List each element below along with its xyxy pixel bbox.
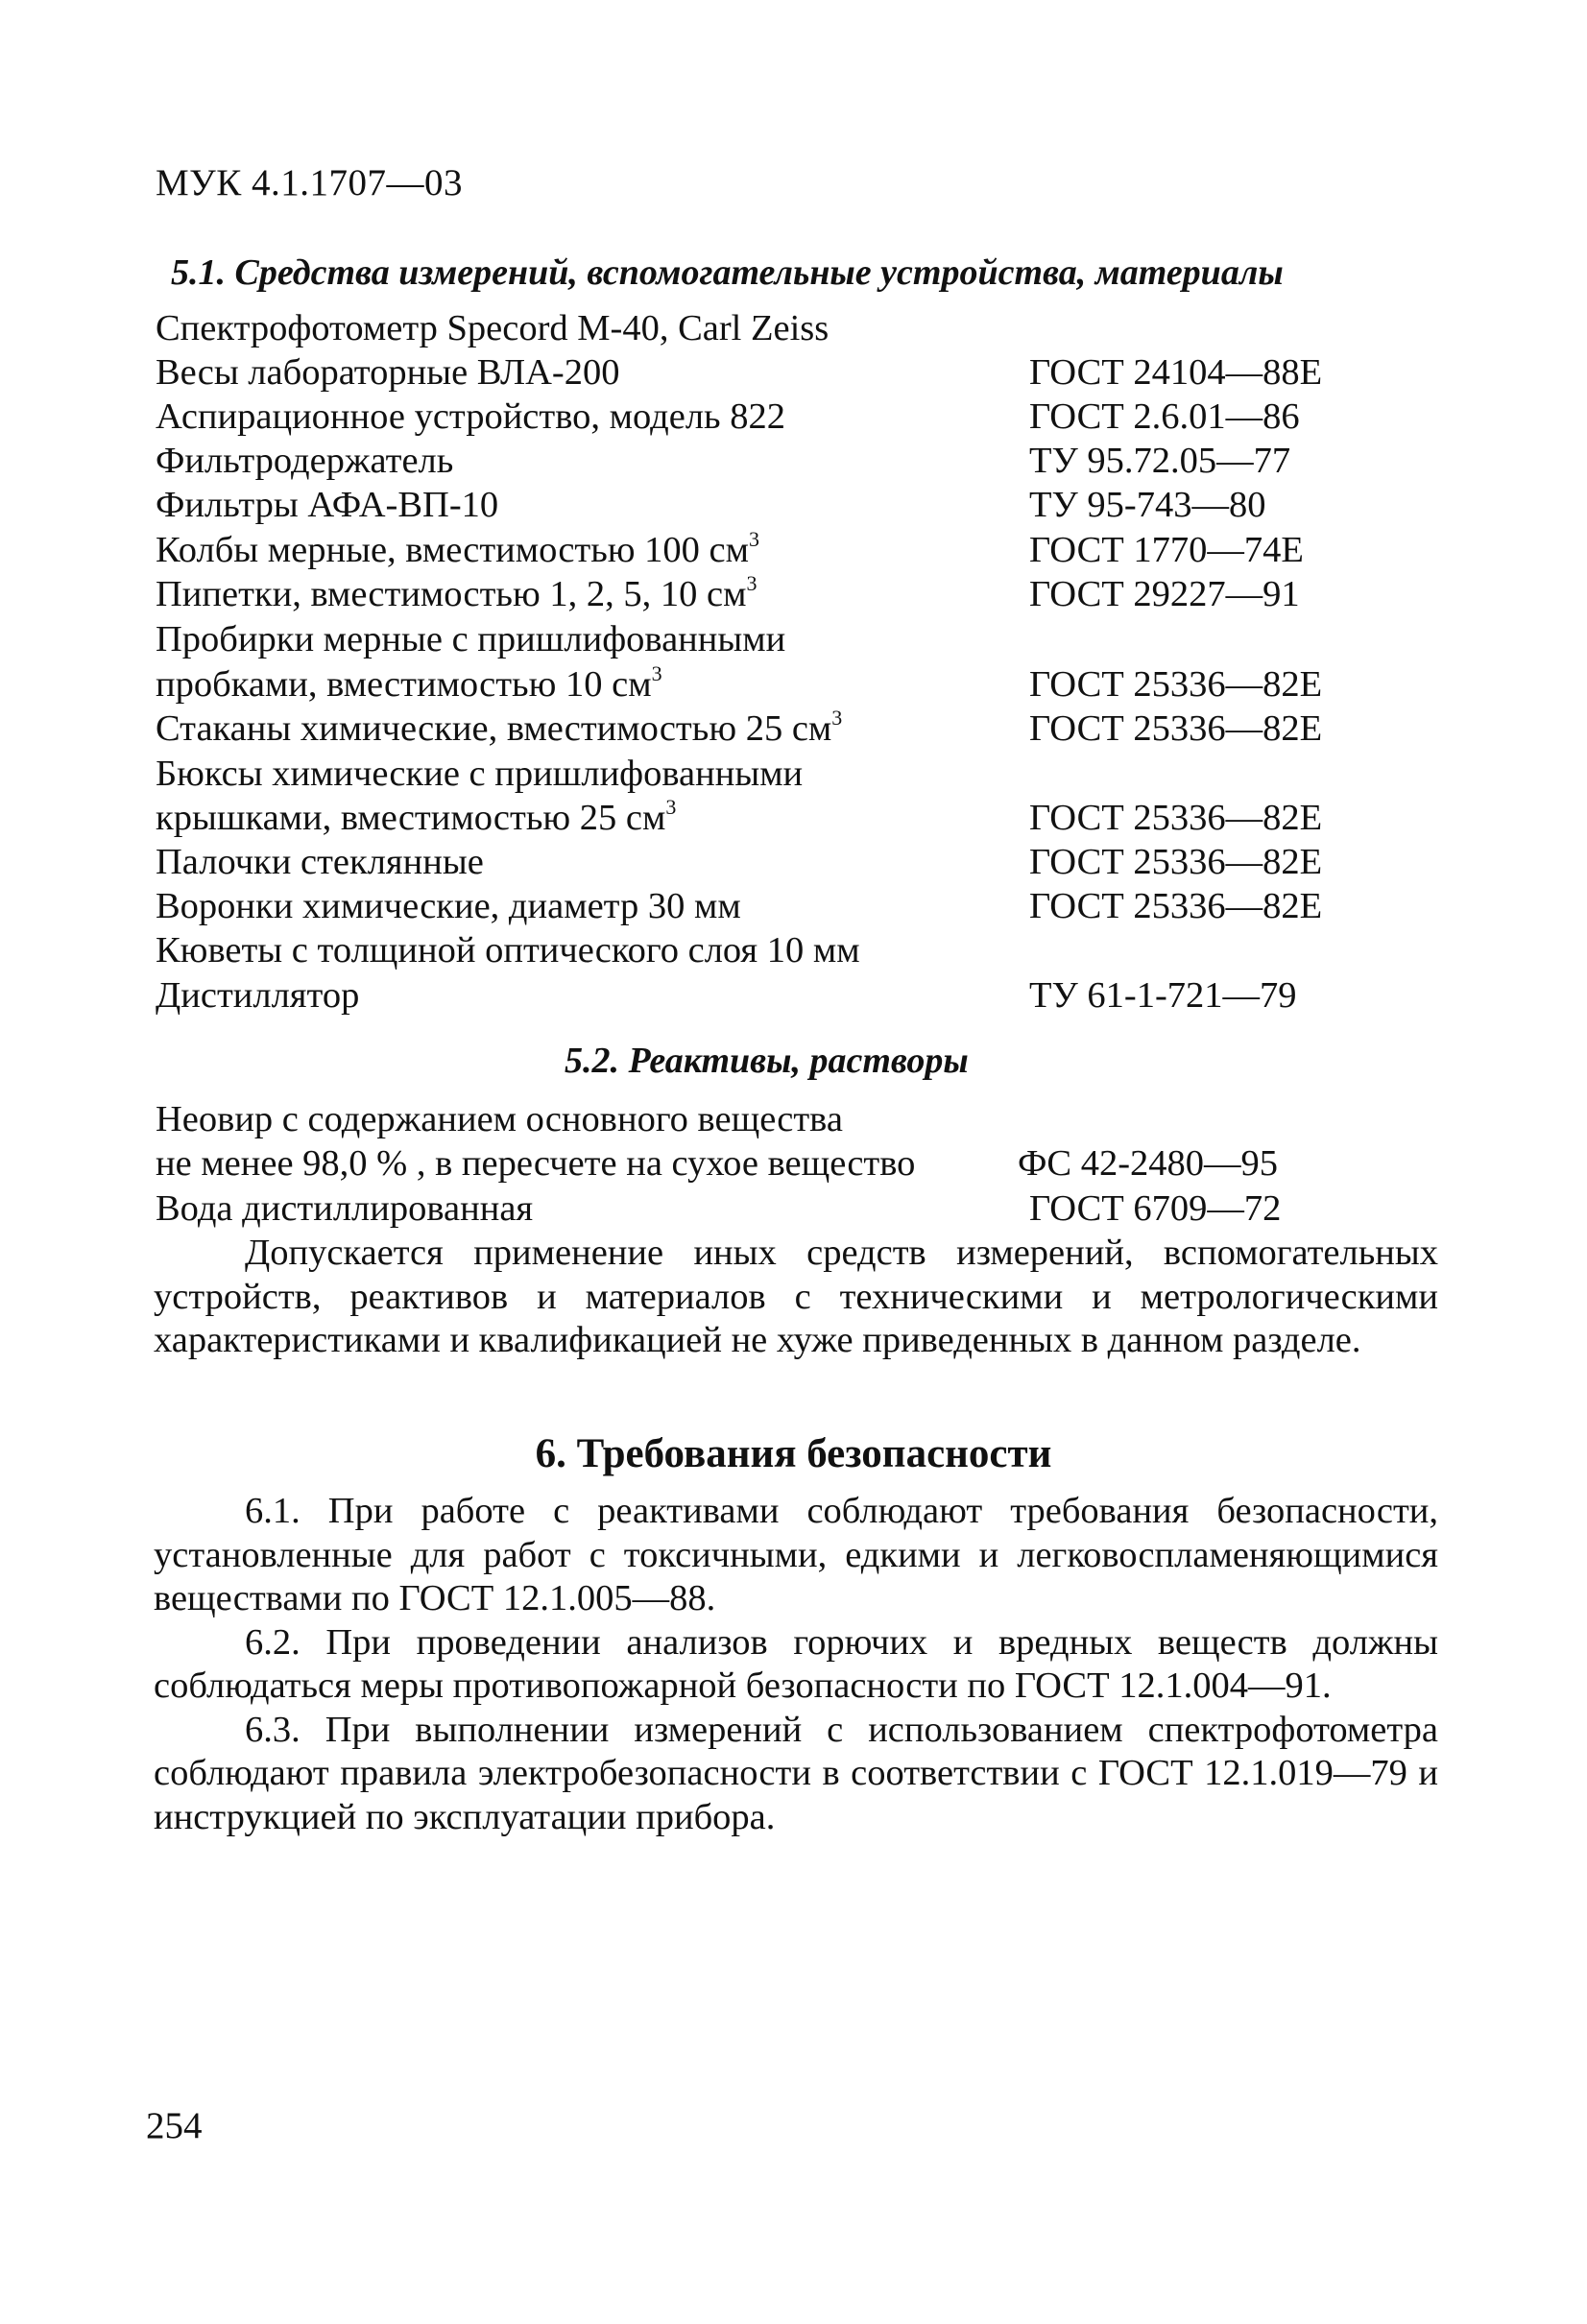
equipment-row bbox=[156, 484, 1432, 528]
equipment-row bbox=[156, 529, 1432, 573]
equipment-name: Аспирационное устройство, модель 822 bbox=[156, 396, 785, 437]
reagent-row bbox=[156, 1142, 1432, 1186]
equipment-standard: ТУ 95-743—80 bbox=[1029, 485, 1266, 525]
equipment-standard: ГОСТ 25336—82Е bbox=[1029, 664, 1323, 705]
equipment-name: Бюксы химические с пришлифованными bbox=[156, 754, 804, 794]
equipment-row bbox=[156, 573, 1432, 617]
safety-requirements bbox=[154, 1490, 1438, 1839]
equipment-name: Дистиллятор bbox=[156, 975, 360, 1016]
equipment-name: Стаканы химические, вместимостью 25 $см^3$ bbox=[156, 706, 843, 749]
equipment-standard: ТУ 95.72.05—77 bbox=[1029, 441, 1291, 481]
equipment-standard: ГОСТ 1770—74Е bbox=[1029, 530, 1304, 570]
equipment-row bbox=[156, 395, 1432, 440]
section-5-2-title: 5.2. Реактивы, растворы bbox=[565, 1041, 969, 1081]
reagent-name: Неовир с содержанием основного вещества bbox=[156, 1099, 843, 1139]
safety-item-6-3: 6.3. При выполнении измерений с использованием спектрофотометра соблюдают правила электробезопасности в соответствии с ГОСТ 12.1.019—79 и инструкцией по эксплуатации прибора. bbox=[154, 1709, 1438, 1837]
equipment-name: пробками, вместимостью 10 $см^3$ bbox=[156, 661, 662, 705]
equipment-standard: ГОСТ 25336—82Е bbox=[1029, 708, 1323, 749]
document-code-header: МУК 4.1.1707—03 bbox=[156, 162, 464, 204]
reagent-row bbox=[156, 1098, 1432, 1142]
equipment-standard: ГОСТ 25336—82Е bbox=[1029, 842, 1323, 882]
equipment-name: Колбы мерные, вместимостью 100 $см^3$ bbox=[156, 527, 760, 570]
equipment-name: Фильтродержатель bbox=[156, 441, 454, 481]
equipment-name: Кюветы с толщиной оптического слоя 10 мм bbox=[156, 930, 860, 970]
equipment-row bbox=[156, 885, 1432, 929]
equipment-name: Спектрофотометр Specord M-40, Carl Zeiss bbox=[156, 308, 830, 348]
equipment-standard: ГОСТ 25336—82Е bbox=[1029, 886, 1323, 926]
equipment-name: крышками, вместимостью 25 $см^3$ bbox=[156, 795, 677, 838]
note-paragraph: Допускается применение иных средств измерений, вспомогательных устройств, реактивов и материалов с техническими и метрологическими характеристиками и квалификацией не хуже приведенных в данном разделе. bbox=[154, 1233, 1438, 1360]
equipment-standard: ГОСТ 25336—82Е bbox=[1029, 798, 1323, 838]
page-number: 254 bbox=[146, 2105, 203, 2146]
equipment-standard: ТУ 61-1-721—79 bbox=[1029, 975, 1297, 1016]
safety-item-6-2: 6.2. При проведении анализов горючих и вредных веществ должны соблюдаться меры противопожарной безопасности по ГОСТ 12.1.004—91. bbox=[154, 1621, 1438, 1706]
equipment-row bbox=[156, 797, 1432, 841]
reagent-name: Вода дистиллированная bbox=[156, 1188, 534, 1229]
reagent-standard: ГОСТ 6709—72 bbox=[1029, 1188, 1282, 1229]
equipment-row bbox=[156, 307, 1432, 351]
equipment-name: Палочки стеклянные bbox=[156, 842, 484, 882]
reagent-standard: ФС 42-2480—95 bbox=[1018, 1143, 1279, 1184]
equipment-row bbox=[156, 707, 1432, 752]
equipment-row bbox=[156, 753, 1432, 797]
reagent-row bbox=[156, 1187, 1432, 1232]
equipment-row bbox=[156, 929, 1432, 973]
equipment-row bbox=[156, 663, 1432, 707]
equipment-name: Фильтры АФА-ВП-10 bbox=[156, 485, 499, 525]
equipment-standard: ГОСТ 24104—88Е bbox=[1029, 352, 1323, 393]
equipment-name: Пипетки, вместимостью 1, 2, 5, 10 $см^3$ bbox=[156, 571, 757, 614]
section-6-title: 6. Требования безопасности bbox=[535, 1431, 1052, 1476]
equipment-standard: ГОСТ 2.6.01—86 bbox=[1029, 396, 1300, 437]
safety-item-6-1: 6.1. При работе с реактивами соблюдают требования безопасности, установленные для работ с токсичными, едкими и легковоспламеняющимися веществами по ГОСТ 12.1.005—88. bbox=[154, 1491, 1438, 1618]
equipment-row bbox=[156, 841, 1432, 885]
equipment-standard: ГОСТ 29227—91 bbox=[1029, 574, 1300, 614]
section-5-1-title: 5.1. Средства измерений, вспомогательные устройства, материалы bbox=[171, 252, 1284, 293]
equipment-row bbox=[156, 974, 1432, 1018]
equipment-row bbox=[156, 351, 1432, 395]
substitution-note bbox=[154, 1232, 1438, 1363]
equipment-name: Весы лабораторные ВЛА-200 bbox=[156, 352, 620, 393]
equipment-name: Воронки химические, диаметр 30 мм bbox=[156, 886, 741, 926]
equipment-row bbox=[156, 618, 1432, 662]
equipment-name: Пробирки мерные с пришлифованными bbox=[156, 619, 786, 659]
reagent-name: не менее 98,0 % , в пересчете на сухое вещество bbox=[156, 1143, 916, 1184]
equipment-row bbox=[156, 440, 1432, 484]
